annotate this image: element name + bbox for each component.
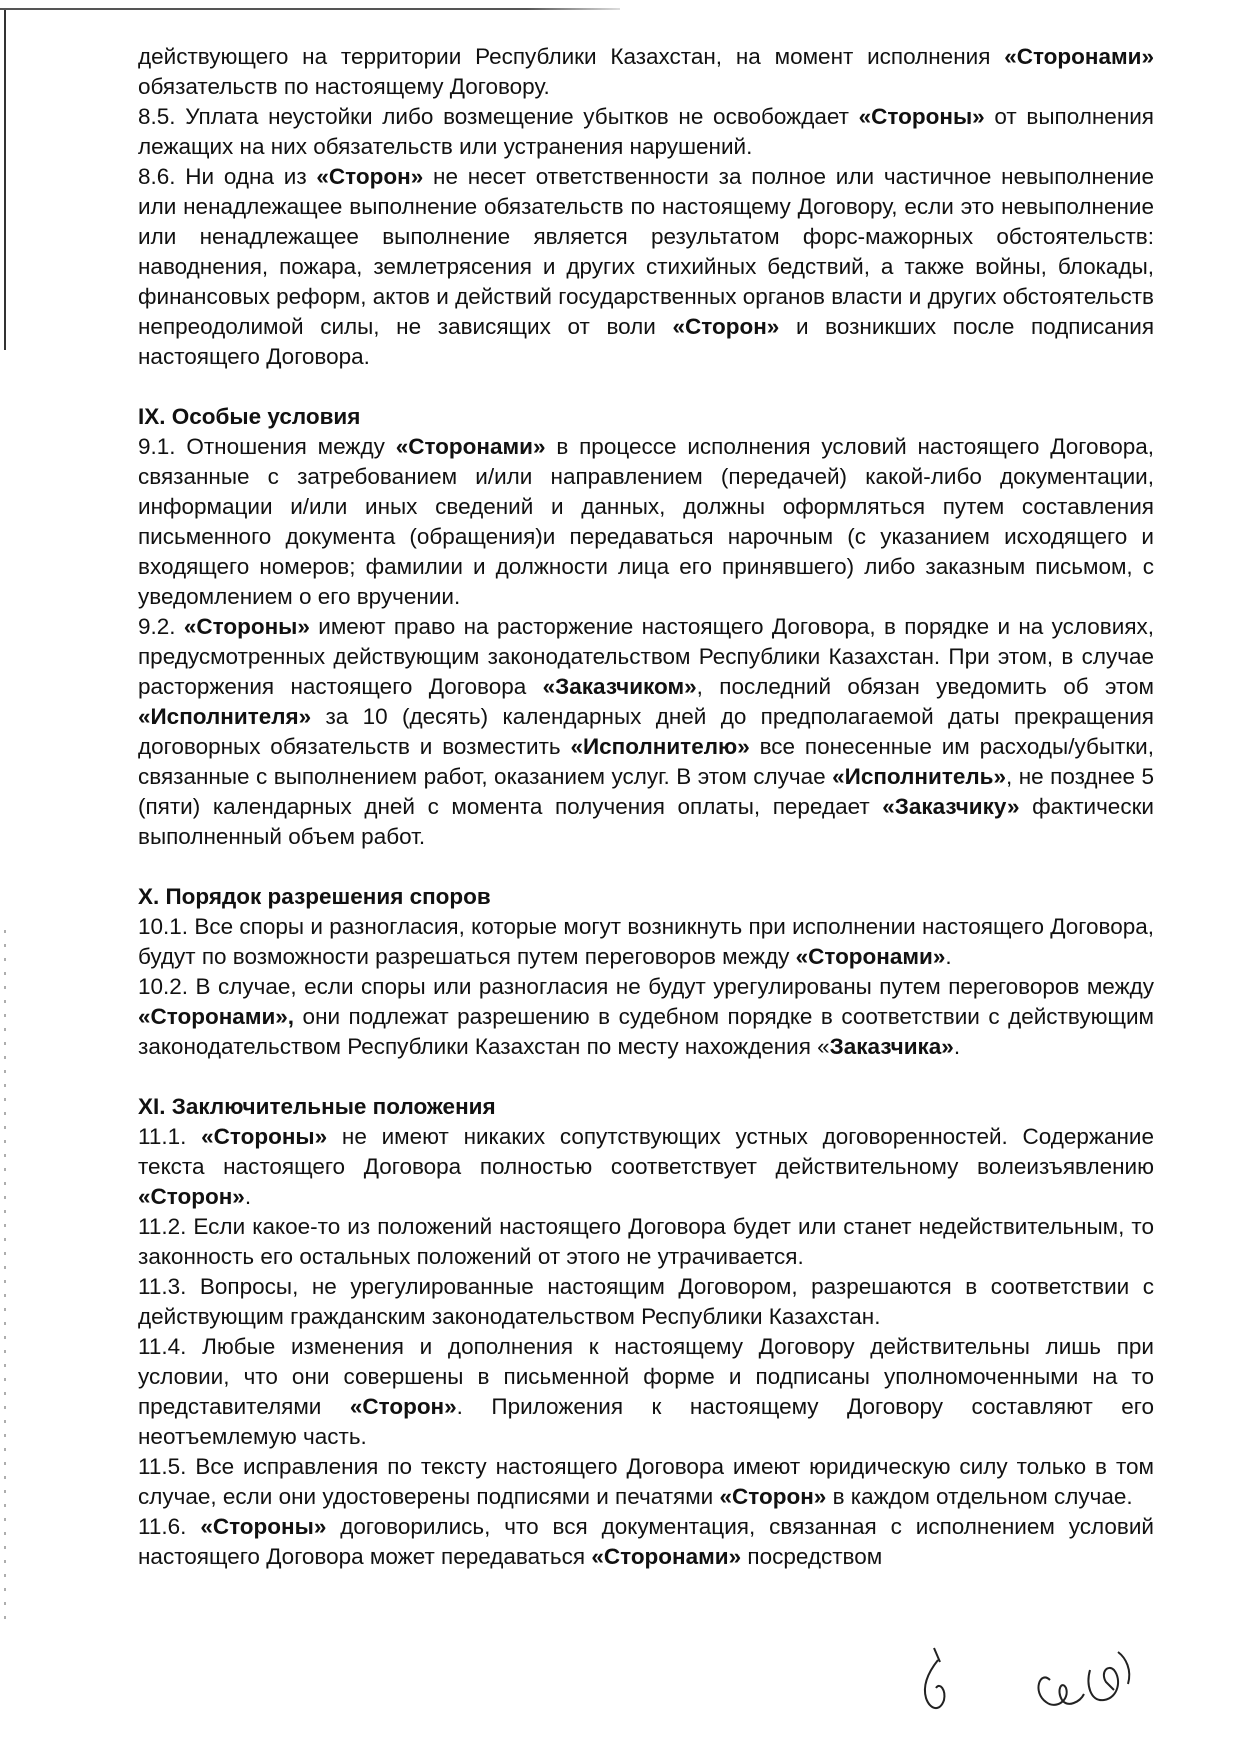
scan-binding-marks — [4, 930, 6, 1630]
text: 10.1. Все споры и разногласия, которые могут возникнуть при исполнении настоящего Договора, будут по возможности разрешаться путем переговоров между — [138, 914, 1154, 969]
clause-11-6 — [138, 1512, 1154, 1572]
text: не имеют никаких сопутствующих устных договоренностей. Содержание текста настоящего Договора полностью соответствует действительному волеизъявлению — [138, 1124, 1155, 1179]
text: они подлежат разрешению в судебном порядке в соответствии с действующим законодательством Республики Казахстан по месту нахождения « — [138, 1004, 1154, 1059]
clause-11-4 — [138, 1332, 1154, 1452]
bold-term: «Стороны» — [183, 614, 310, 639]
clause-8-6 — [138, 162, 1154, 372]
text: 11.2. Если какое-то из положений настоящего Договора будет или станет недействительным, то законность его остальных положений от этого не утрачивается. — [138, 1214, 1154, 1269]
text: договорились, что вся документация, связанная с исполнением условий настоящего Договора может передаваться — [138, 1514, 1154, 1569]
text: 11.5. Все исправления по тексту настоящего Договора имеют юридическую силу только в том случае, если они удостоверены подписями и печатями — [138, 1454, 1154, 1509]
bold-term: «Сторон» — [349, 1394, 457, 1419]
text: имеют право на расторжение настоящего Договора, в порядке и на условиях, предусмотренных действующим законодательством Республики Казахстан. При этом, в случае расторжения настоящего Договора — [138, 614, 1155, 699]
text: за 10 (десять) календарных дней до предполагаемой даты прекращения договорных обязательств и возместить — [138, 704, 1154, 759]
text: . — [244, 1184, 252, 1209]
text: . — [953, 1034, 961, 1059]
bold-term: «Исполнителю» — [570, 734, 750, 759]
scan-left-edge — [4, 10, 6, 350]
clause-9-1 — [138, 432, 1154, 612]
bold-term: «Стороны» — [200, 1514, 327, 1539]
text: в процессе исполнения условий настоящего Договора, связанные с затребованием и/или направлением (передачей) какой-либо документации, информации и/или иных сведений и данных, должны оформляться путем составления письменного документа (обращения)и передаваться нарочным (с указанием исходящего и входящего номеров; фамилии и должности лица его принявшего) либо заказным письмом, с уведомлением о его вручении. — [138, 434, 1154, 609]
bold-term: «Сторон» — [672, 314, 780, 339]
text: . Приложения к настоящему Договору составляют его неотъемлемую часть. — [138, 1394, 1154, 1449]
contract-page — [138, 42, 1154, 1572]
bold-term: «Сторонами», — [138, 1004, 295, 1029]
bold-term: «Сторонами» — [795, 944, 946, 969]
text: не несет ответственности за полное или частичное невыполнение или ненадлежащее выполнение обязательств по настоящему Договору, если это невыполнение или ненадлежащее выполнение является результатом форс-мажорных обстоятельств: наводнения, пожара, землетрясения и других стихийных бедствий, а также войны, блокады, финансовых реформ, актов и действий государственных органов власти и других обстоятельств непреодолимой силы, не зависящих от воли — [138, 164, 1154, 339]
text: фактически выполненный объем работ. — [138, 794, 1154, 849]
text: 11.4. Любые изменения и дополнения к настоящему Договору действительны лишь при условии, что они совершены в письменной форме и подписаны уполномоченными на то представителями — [138, 1334, 1154, 1419]
bold-term: «Исполнителя» — [138, 704, 312, 729]
section-heading-11: XI. Заключительные положения — [138, 1094, 496, 1119]
clause-11-1 — [138, 1122, 1154, 1212]
text: . — [945, 944, 952, 969]
clause-11-2 — [138, 1212, 1154, 1272]
text: 11.6. — [138, 1514, 201, 1539]
section-spacer — [138, 852, 1154, 882]
clause-11-3 — [138, 1272, 1154, 1332]
paragraph-8-4-continuation — [138, 42, 1154, 102]
initials-signature-icon — [900, 1640, 1180, 1740]
clause-11-5 — [138, 1452, 1154, 1512]
bold-term: «Сторонами» — [591, 1544, 742, 1569]
text: 9.2. — [138, 614, 184, 639]
text: посредством — [741, 1544, 883, 1569]
text: , не позднее 5 (пяти) календарных дней с момента получения оплаты, передает — [138, 764, 1155, 819]
clause-9-2 — [138, 612, 1154, 852]
text: 8.6. Ни одна из — [138, 164, 317, 189]
text: 11.1. — [138, 1124, 202, 1149]
bold-term: Заказчика» — [829, 1034, 954, 1059]
text: 9.1. Отношения между — [138, 434, 396, 459]
bold-term: «Сторон» — [138, 1184, 245, 1209]
scan-top-border — [0, 8, 620, 10]
section-heading-10: X. Порядок разрешения споров — [138, 884, 491, 909]
section-heading-9: IX. Особые условия — [138, 404, 361, 429]
text: 10.2. В случае, если споры или разногласия не будут урегулированы путем переговоров между — [138, 974, 1154, 999]
text: обязательств по настоящему Договору. — [138, 74, 550, 99]
bold-term: «Заказчику» — [882, 794, 1020, 819]
bold-term: «Сторон» — [719, 1484, 827, 1509]
text: и возникших после подписания настоящего Договора. — [138, 314, 1154, 369]
bold-term: «Сторонами» — [1004, 44, 1154, 69]
text: 11.3. Вопросы, не урегулированные настоящим Договором, разрешаются в соответствии с действующим гражданским законодательством Республики Казахстан. — [138, 1274, 1154, 1329]
bold-term: «Заказчиком» — [542, 674, 697, 699]
bold-term: «Стороны» — [858, 104, 985, 129]
text: действующего на территории Республики Казахстан, на момент исполнения — [138, 44, 1005, 69]
clause-8-5 — [138, 102, 1154, 162]
section-spacer — [138, 1062, 1154, 1092]
bold-term: «Исполнитель» — [832, 764, 1006, 789]
text: все понесенные им расходы/убытки, связанные с выполнением работ, оказанием услуг. В этом случае — [138, 734, 1154, 789]
clause-10-2 — [138, 972, 1154, 1062]
section-spacer — [138, 372, 1154, 402]
bold-term: «Сторонами» — [395, 434, 546, 459]
handwritten-initials — [900, 1640, 1180, 1740]
text: 8.5. Уплата неустойки либо возмещение убытков не освобождает — [138, 104, 859, 129]
text: от выполнения лежащих на них обязательств или устранения нарушений. — [138, 104, 1154, 159]
bold-term: «Стороны» — [201, 1124, 328, 1149]
text: , последний обязан уведомить об этом — [696, 674, 1154, 699]
bold-term: «Сторон» — [316, 164, 424, 189]
text: в каждом отдельном случае. — [826, 1484, 1133, 1509]
clause-10-1 — [138, 912, 1154, 972]
